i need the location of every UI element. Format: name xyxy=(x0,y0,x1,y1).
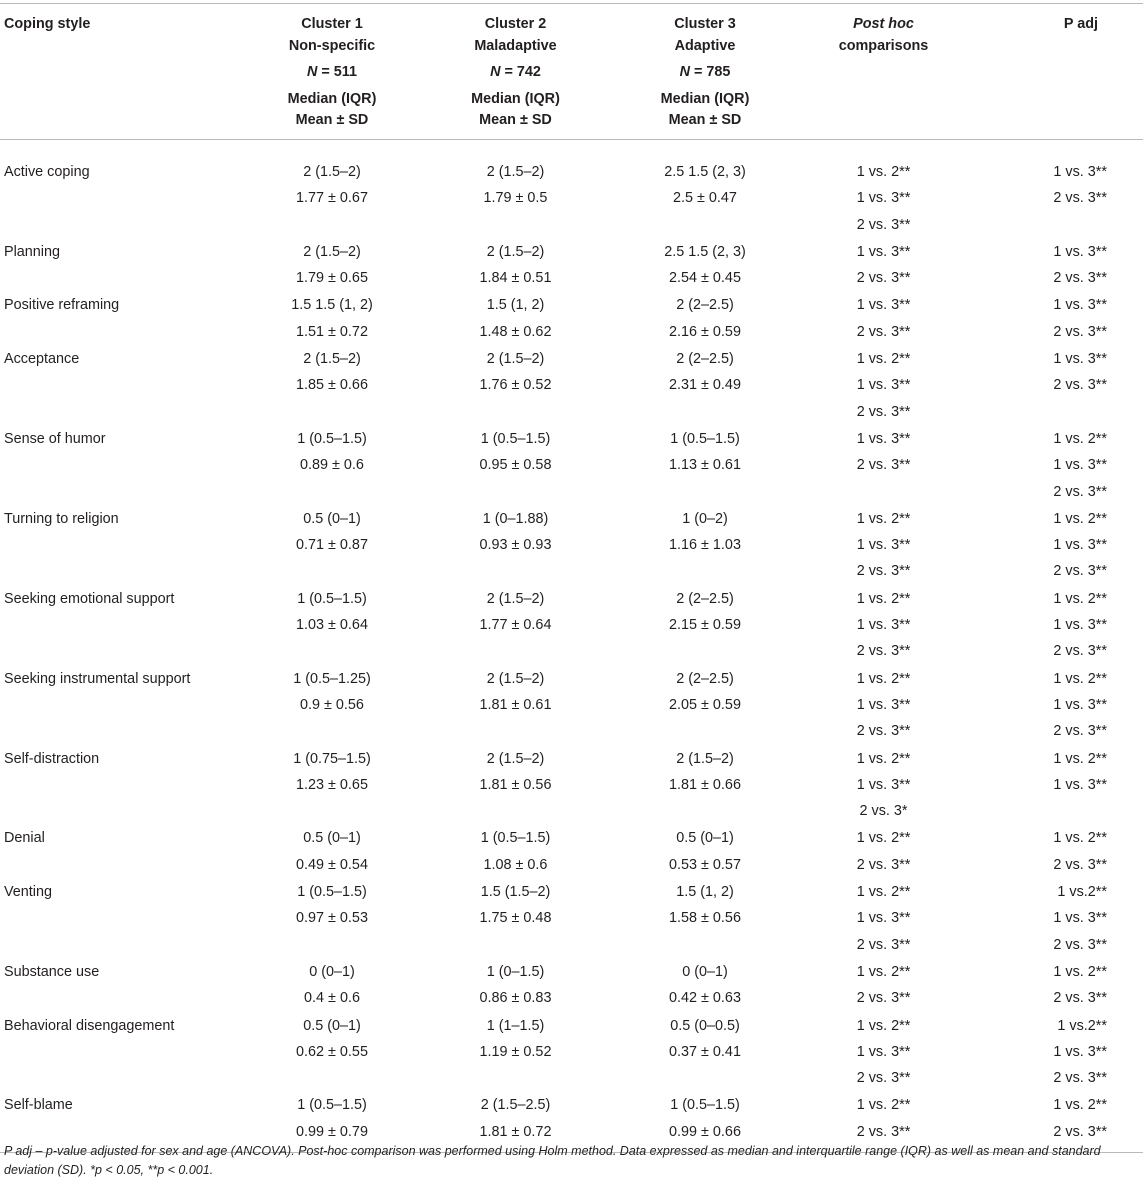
padj-cell-line: 1 vs.2** xyxy=(1057,884,1107,901)
posthoc-cell xyxy=(800,585,967,665)
padj-cell-line: 1 vs. 2** xyxy=(1053,430,1107,447)
posthoc-cell xyxy=(800,958,967,1012)
posthoc-cell-line: 2 vs. 3** xyxy=(856,990,911,1007)
posthoc-cell xyxy=(800,505,967,585)
padj-cell xyxy=(967,140,1143,238)
cluster-3-cell-line: 1.16 ± 1.03 xyxy=(669,537,741,554)
header-cluster-1 xyxy=(243,4,421,140)
cluster-1-cell-line: 0.5 (0–1) xyxy=(303,1017,361,1034)
cluster-3-cell xyxy=(610,291,800,345)
posthoc-cell-line: 1 vs. 3** xyxy=(856,243,911,260)
posthoc-cell-line: 1 vs. 3** xyxy=(856,696,911,713)
cluster-2-cell-line: 2 (1.5–2.5) xyxy=(480,1097,551,1114)
padj-cell-line: 2 vs. 3** xyxy=(1053,936,1107,953)
posthoc-cell-line: 2 vs. 3* xyxy=(859,803,908,820)
cluster-2-cell-line: 1.81 ± 0.72 xyxy=(479,1123,552,1140)
posthoc-rest: comparisons xyxy=(838,37,929,54)
cluster-3-stat2: Mean ± SD xyxy=(668,112,742,128)
cluster-3-cell-line: 0.5 (0–1) xyxy=(676,830,734,847)
cluster-3-cell-line: 1.81 ± 0.66 xyxy=(669,776,741,793)
cluster-1-cell-line: 1 (0.5–1.5) xyxy=(297,590,367,607)
cluster-1-cell xyxy=(243,745,421,825)
cluster-2-cell-line: 2 (1.5–2) xyxy=(486,243,545,260)
padj-cell xyxy=(967,824,1143,878)
coping-style-label: Acceptance xyxy=(4,351,80,368)
cluster-3-stat1: Median (IQR) xyxy=(660,90,750,107)
coping-style-label: Seeking instrumental support xyxy=(4,670,191,687)
cluster-1-cell xyxy=(243,585,421,665)
posthoc-cell xyxy=(800,878,967,958)
coping-style-name xyxy=(0,824,243,878)
cluster-1-cell-line: 1.85 ± 0.66 xyxy=(296,377,368,394)
cluster-2-cell-line: 0.93 ± 0.93 xyxy=(479,537,552,554)
cluster-3-cell xyxy=(610,824,800,878)
padj-cell xyxy=(967,345,1143,425)
table-row xyxy=(0,665,1143,745)
cluster-2-cell-line: 1.84 ± 0.51 xyxy=(479,270,552,287)
cluster-2-stat1: Median (IQR) xyxy=(471,90,560,107)
padj-cell-line: 1 vs. 2** xyxy=(1053,670,1107,687)
coping-style-label: Turning to religion xyxy=(4,510,119,527)
table-header-row xyxy=(0,4,1143,140)
cluster-2-cell-line: 2 (1.5–2) xyxy=(486,590,545,607)
table-row xyxy=(0,425,1143,505)
coping-style-name xyxy=(0,140,243,238)
posthoc-cell xyxy=(800,345,967,425)
cluster-3-cell-line: 2.15 ± 0.59 xyxy=(669,617,741,634)
cluster-3-cell-line: 0.42 ± 0.63 xyxy=(669,990,741,1007)
cluster-2-cell xyxy=(421,745,610,825)
cluster-2-cell xyxy=(421,140,610,238)
cluster-2-cell-line: 1.76 ± 0.52 xyxy=(479,377,552,394)
padj-cell-line: 1 vs. 3** xyxy=(1053,243,1107,260)
cluster-2-cell-line: 0.86 ± 0.83 xyxy=(479,990,552,1007)
coping-style-table xyxy=(0,3,1143,1153)
cluster-3-cell-line: 1 (0–2) xyxy=(682,510,728,527)
cluster-2-cell xyxy=(421,958,610,1012)
coping-style-label: Substance use xyxy=(4,963,100,980)
cluster-3-cell-line: 2.31 ± 0.49 xyxy=(669,377,741,394)
coping-style-name xyxy=(0,425,243,505)
cluster-2-cell-line: 1.48 ± 0.62 xyxy=(479,323,552,340)
table-body xyxy=(0,140,1143,1153)
coping-style-label: Positive reframing xyxy=(4,297,120,314)
coping-style-name xyxy=(0,291,243,345)
padj-cell xyxy=(967,238,1143,292)
padj-cell-line: 1 vs. 2** xyxy=(1053,963,1107,980)
cluster-2-cell xyxy=(421,345,610,425)
posthoc-cell-line: 1 vs. 2** xyxy=(856,590,911,607)
cluster-2-cell-line: 1 (0–1.5) xyxy=(486,963,545,980)
posthoc-cell xyxy=(800,745,967,825)
posthoc-cell-line: 2 vs. 3** xyxy=(856,270,911,287)
padj-cell xyxy=(967,291,1143,345)
cluster-1-cell-line: 0.4 ± 0.6 xyxy=(304,990,360,1007)
posthoc-cell-line: 1 vs. 2** xyxy=(856,1017,911,1034)
cluster-2-cell xyxy=(421,665,610,745)
cluster-1-cell xyxy=(243,140,421,238)
cluster-2-cell-line: 1.79 ± 0.5 xyxy=(483,190,548,207)
posthoc-cell-line: 2 vs. 3** xyxy=(856,1070,911,1087)
cluster-3-cell-line: 0.53 ± 0.57 xyxy=(669,856,741,873)
posthoc-cell xyxy=(800,665,967,745)
cluster-3-cell-line: 2.5 1.5 (2, 3) xyxy=(664,164,746,180)
cluster-2-cell-line: 1.08 ± 0.6 xyxy=(483,856,548,873)
cluster-3-cell-line: 2.5 1.5 (2, 3) xyxy=(664,243,746,260)
posthoc-cell-line: 1 vs. 3** xyxy=(856,910,911,927)
cluster-2-title: Cluster 2 xyxy=(484,16,547,32)
padj-cell-line: 2 vs. 3** xyxy=(1053,643,1107,660)
posthoc-cell-line: 2 vs. 3** xyxy=(856,457,911,474)
coping-style-label: Self-blame xyxy=(4,1097,73,1114)
table-row xyxy=(0,238,1143,292)
coping-style-name xyxy=(0,238,243,292)
cluster-3-title: Cluster 3 xyxy=(674,16,736,32)
padj-cell xyxy=(967,665,1143,745)
cluster-3-cell xyxy=(610,665,800,745)
cluster-2-cell xyxy=(421,585,610,665)
cluster-2-cell xyxy=(421,824,610,878)
header-padj: P adj xyxy=(1063,16,1098,32)
cluster-1-subtitle: Non-specific xyxy=(288,37,376,54)
cluster-2-cell-line: 2 (1.5–2) xyxy=(486,670,545,687)
posthoc-cell-line: 1 vs. 2** xyxy=(856,830,911,847)
table-row xyxy=(0,824,1143,878)
cluster-3-cell xyxy=(610,878,800,958)
header-cluster-3 xyxy=(610,4,800,140)
padj-cell-line: 2 vs. 3** xyxy=(1053,190,1107,207)
cluster-3-cell-line: 2 (1.5–2) xyxy=(676,750,734,767)
cluster-2-cell xyxy=(421,291,610,345)
posthoc-cell-line: 1 vs. 2** xyxy=(856,164,911,180)
padj-cell xyxy=(967,878,1143,958)
posthoc-cell xyxy=(800,291,967,345)
padj-cell-line: 1 vs. 3** xyxy=(1053,537,1107,554)
coping-style-label: Denial xyxy=(4,830,45,847)
padj-cell-line: 2 vs. 3** xyxy=(1053,1070,1107,1087)
cluster-3-cell-line: 2.05 ± 0.59 xyxy=(669,696,741,713)
cluster-1-cell-line: 0.62 ± 0.55 xyxy=(296,1043,368,1060)
coping-style-name xyxy=(0,345,243,425)
posthoc-cell-line: 1 vs. 2** xyxy=(856,1097,911,1114)
posthoc-cell-line: 1 vs. 3** xyxy=(856,617,911,634)
posthoc-cell-line: 2 vs. 3** xyxy=(856,1123,911,1140)
table-row xyxy=(0,1012,1143,1092)
cluster-3-cell xyxy=(610,585,800,665)
padj-cell-line: 1 vs. 2** xyxy=(1053,750,1107,767)
cluster-3-cell-line: 2.16 ± 0.59 xyxy=(669,323,741,340)
cluster-1-stat2: Mean ± SD xyxy=(295,112,369,128)
cluster-1-cell-line: 0.5 (0–1) xyxy=(303,510,361,527)
padj-cell-line: 1 vs. 2** xyxy=(1053,830,1107,847)
coping-style-name xyxy=(0,878,243,958)
cluster-1-cell xyxy=(243,878,421,958)
cluster-3-cell-line: 1 (0.5–1.5) xyxy=(670,430,740,447)
cluster-2-cell-line: 1.19 ± 0.52 xyxy=(479,1043,552,1060)
cluster-1-cell-line: 1.23 ± 0.65 xyxy=(296,776,368,793)
cluster-1-cell-line: 2 (1.5–2) xyxy=(303,351,361,368)
cluster-2-cell-line: 1 (1–1.5) xyxy=(486,1017,545,1034)
coping-style-label: Seeking emotional support xyxy=(4,590,175,607)
cluster-3-cell-line: 1.58 ± 0.56 xyxy=(669,910,741,927)
cluster-3-cell-line: 1.5 (1, 2) xyxy=(676,884,734,901)
cluster-1-cell-line: 1 (0.5–1.5) xyxy=(297,1097,367,1114)
cluster-2-cell-line: 1.75 ± 0.48 xyxy=(479,910,552,927)
posthoc-cell-line: 2 vs. 3** xyxy=(856,403,911,420)
cluster-1-cell-line: 1 (0.75–1.5) xyxy=(293,750,371,767)
cluster-1-cell-line: 0.71 ± 0.87 xyxy=(296,537,368,554)
padj-cell-line: 1 vs. 3** xyxy=(1053,457,1107,474)
table-row xyxy=(0,291,1143,345)
padj-cell-line: 2 vs. 3** xyxy=(1053,483,1107,500)
cluster-3-n: N = 785 xyxy=(679,64,731,80)
cluster-3-cell-line: 1.13 ± 0.61 xyxy=(669,457,741,474)
padj-cell-line: 1 vs. 3** xyxy=(1053,696,1107,713)
padj-cell-line: 1 vs. 3** xyxy=(1053,617,1107,634)
cluster-2-cell-line: 0.95 ± 0.58 xyxy=(479,457,552,474)
padj-cell-line: 1 vs. 3** xyxy=(1053,297,1107,314)
posthoc-cell-line: 1 vs. 3** xyxy=(856,537,911,554)
cluster-1-cell xyxy=(243,958,421,1012)
padj-cell-line: 1 vs. 2** xyxy=(1053,1097,1107,1114)
cluster-2-cell-line: 2 (1.5–2) xyxy=(486,750,545,767)
table-row xyxy=(0,505,1143,585)
padj-cell xyxy=(967,1012,1143,1092)
header-coping-style: Coping style xyxy=(4,16,91,32)
header-cluster-2 xyxy=(421,4,610,140)
cluster-2-cell-line: 1 (0–1.88) xyxy=(482,510,549,527)
cluster-3-cell xyxy=(610,238,800,292)
posthoc-cell-line: 1 vs. 3** xyxy=(856,430,911,447)
cluster-3-cell-line: 2 (2–2.5) xyxy=(676,590,734,607)
padj-cell-line: 1 vs. 3** xyxy=(1053,910,1107,927)
posthoc-cell xyxy=(800,1012,967,1092)
cluster-1-cell-line: 1 (0.5–1.25) xyxy=(293,670,371,687)
padj-cell-line: 2 vs. 3** xyxy=(1053,323,1107,340)
coping-style-name xyxy=(0,745,243,825)
cluster-3-cell-line: 2.5 ± 0.47 xyxy=(673,190,737,207)
cluster-1-cell xyxy=(243,238,421,292)
posthoc-cell-line: 1 vs. 2** xyxy=(856,963,911,980)
cluster-1-cell-line: 1.5 1.5 (1, 2) xyxy=(291,297,373,314)
cluster-2-cell xyxy=(421,1012,610,1092)
cluster-2-stat2: Mean ± SD xyxy=(479,112,552,128)
padj-cell-line: 1 vs.2** xyxy=(1057,1017,1107,1034)
posthoc-italic: Post hoc xyxy=(853,16,914,32)
cluster-1-cell xyxy=(243,425,421,505)
table-row xyxy=(0,140,1143,238)
padj-cell-line: 2 vs. 3** xyxy=(1053,856,1107,873)
cluster-2-cell xyxy=(421,878,610,958)
posthoc-cell xyxy=(800,824,967,878)
table-row xyxy=(0,878,1143,958)
posthoc-cell-line: 2 vs. 3** xyxy=(856,723,911,740)
padj-cell xyxy=(967,958,1143,1012)
table-row xyxy=(0,958,1143,1012)
coping-style-label: Self-distraction xyxy=(4,750,100,767)
posthoc-cell xyxy=(800,238,967,292)
cluster-1-cell-line: 1.77 ± 0.67 xyxy=(296,190,368,207)
padj-cell-line: 2 vs. 3** xyxy=(1053,1123,1107,1140)
padj-cell-line: 2 vs. 3** xyxy=(1053,377,1107,394)
cluster-3-cell-line: 0.37 ± 0.41 xyxy=(669,1043,741,1060)
cluster-2-cell-line: 1.81 ± 0.56 xyxy=(479,776,552,793)
posthoc-cell-line: 2 vs. 3** xyxy=(856,563,911,580)
padj-cell-line: 1 vs. 3** xyxy=(1053,164,1107,180)
padj-cell-line: 2 vs. 3** xyxy=(1053,563,1107,580)
cluster-1-cell xyxy=(243,345,421,425)
cluster-1-cell xyxy=(243,665,421,745)
posthoc-cell-line: 1 vs. 3** xyxy=(856,1043,911,1060)
cluster-2-cell-line: 1.81 ± 0.61 xyxy=(479,696,552,713)
header-posthoc xyxy=(800,4,967,140)
cluster-1-cell xyxy=(243,291,421,345)
coping-style-label: Sense of humor xyxy=(4,430,106,447)
cluster-1-cell-line: 2 (1.5–2) xyxy=(303,164,361,180)
cluster-3-cell xyxy=(610,958,800,1012)
table-footnote: P adj – p-value adjusted for sex and age (ANCOVA). Post-hoc comparison was performed using Holm method. Data expressed as median and interquartile range (IQR) as well as mean and standard deviation (SD). *p < 0.05, **p < 0.001. xyxy=(4,1144,1101,1177)
cluster-1-cell-line: 1.03 ± 0.64 xyxy=(296,617,368,634)
posthoc-cell xyxy=(800,140,967,238)
coping-style-label: Venting xyxy=(4,884,53,901)
cluster-1-cell-line: 1.51 ± 0.72 xyxy=(296,323,368,340)
coping-style-label: Active coping xyxy=(4,164,90,180)
cluster-3-cell xyxy=(610,1012,800,1092)
cluster-3-cell-line: 0.99 ± 0.66 xyxy=(669,1123,741,1140)
cluster-3-subtitle: Adaptive xyxy=(674,37,736,54)
coping-style-name xyxy=(0,665,243,745)
table-row xyxy=(0,345,1143,425)
cluster-1-cell-line: 0.97 ± 0.53 xyxy=(296,910,368,927)
cluster-1-cell-line: 0.9 ± 0.56 xyxy=(300,696,364,713)
coping-style-name xyxy=(0,958,243,1012)
cluster-1-cell-line: 0 (0–1) xyxy=(309,963,355,980)
cluster-1-cell xyxy=(243,824,421,878)
posthoc-cell-line: 1 vs. 2** xyxy=(856,884,911,901)
padj-cell-line: 2 vs. 3** xyxy=(1053,270,1107,287)
cluster-1-cell-line: 1.79 ± 0.65 xyxy=(296,270,368,287)
posthoc-cell xyxy=(800,425,967,505)
padj-cell-line: 1 vs. 3** xyxy=(1053,1043,1107,1060)
posthoc-cell-line: 2 vs. 3** xyxy=(856,323,911,340)
cluster-2-n: N = 742 xyxy=(490,64,541,80)
padj-cell xyxy=(967,505,1143,585)
cluster-3-cell-line: 1 (0.5–1.5) xyxy=(670,1097,740,1114)
coping-style-label: Planning xyxy=(4,243,61,260)
cluster-3-cell-line: 0.5 (0–0.5) xyxy=(670,1017,740,1034)
cluster-1-title: Cluster 1 xyxy=(301,16,363,32)
cluster-2-cell-line: 2 (1.5–2) xyxy=(486,351,545,368)
posthoc-cell-line: 1 vs. 2** xyxy=(856,510,911,527)
cluster-2-cell-line: 1.5 (1, 2) xyxy=(486,297,545,314)
cluster-1-cell-line: 0.99 ± 0.79 xyxy=(296,1123,368,1140)
cluster-1-cell xyxy=(243,1012,421,1092)
posthoc-cell-line: 2 vs. 3** xyxy=(856,643,911,660)
cluster-3-cell xyxy=(610,505,800,585)
padj-cell-line: 1 vs. 2** xyxy=(1053,510,1107,527)
cluster-1-cell-line: 1 (0.5–1.5) xyxy=(297,430,367,447)
table-row xyxy=(0,745,1143,825)
posthoc-cell-line: 2 vs. 3** xyxy=(856,216,911,233)
posthoc-cell-line: 1 vs. 3** xyxy=(856,190,911,207)
cluster-3-cell-line: 2 (2–2.5) xyxy=(676,670,734,687)
padj-cell-line: 2 vs. 3** xyxy=(1053,723,1107,740)
cluster-2-cell-line: 1 (0.5–1.5) xyxy=(480,430,551,447)
cluster-2-cell-line: 1.5 (1.5–2) xyxy=(480,884,551,901)
padj-cell-line: 1 vs. 3** xyxy=(1053,776,1107,793)
cluster-2-cell-line: 1.77 ± 0.64 xyxy=(479,617,552,634)
cluster-3-cell xyxy=(610,425,800,505)
cluster-2-cell xyxy=(421,505,610,585)
cluster-2-cell xyxy=(421,425,610,505)
cluster-1-cell-line: 0.49 ± 0.54 xyxy=(296,856,368,873)
cluster-1-cell-line: 1 (0.5–1.5) xyxy=(297,884,367,901)
padj-cell xyxy=(967,425,1143,505)
cluster-2-cell-line: 2 (1.5–2) xyxy=(486,164,545,180)
cluster-3-cell xyxy=(610,140,800,238)
posthoc-cell-line: 1 vs. 3** xyxy=(856,377,911,394)
cluster-3-cell xyxy=(610,745,800,825)
padj-cell-line: 2 vs. 3** xyxy=(1053,990,1107,1007)
posthoc-cell-line: 1 vs. 2** xyxy=(856,351,911,368)
padj-cell xyxy=(967,745,1143,825)
padj-cell-line: 1 vs. 2** xyxy=(1053,590,1107,607)
cluster-1-cell-line: 0.5 (0–1) xyxy=(303,830,361,847)
posthoc-cell-line: 2 vs. 3** xyxy=(856,856,911,873)
coping-style-name xyxy=(0,585,243,665)
posthoc-cell-line: 1 vs. 3** xyxy=(856,776,911,793)
cluster-1-cell xyxy=(243,505,421,585)
coping-style-label: Behavioral disengagement xyxy=(4,1017,175,1034)
cluster-1-cell-line: 2 (1.5–2) xyxy=(303,243,361,260)
cluster-2-subtitle: Maladaptive xyxy=(474,37,557,54)
cluster-3-cell-line: 2 (2–2.5) xyxy=(676,351,734,368)
cluster-3-cell-line: 0 (0–1) xyxy=(682,963,728,980)
cluster-1-n: N = 511 xyxy=(306,64,358,80)
coping-style-name xyxy=(0,505,243,585)
cluster-3-cell-line: 2 (2–2.5) xyxy=(676,297,734,314)
padj-cell-line: 1 vs. 3** xyxy=(1053,351,1107,368)
posthoc-cell-line: 2 vs. 3** xyxy=(856,936,911,953)
table-row xyxy=(0,585,1143,665)
cluster-1-cell-line: 0.89 ± 0.6 xyxy=(300,457,364,474)
cluster-2-cell-line: 1 (0.5–1.5) xyxy=(480,830,551,847)
posthoc-cell-line: 1 vs. 2** xyxy=(856,750,911,767)
posthoc-cell-line: 1 vs. 3** xyxy=(856,297,911,314)
cluster-3-cell xyxy=(610,345,800,425)
cluster-3-cell-line: 2.54 ± 0.45 xyxy=(669,270,741,287)
cluster-2-cell xyxy=(421,238,610,292)
padj-cell xyxy=(967,585,1143,665)
coping-style-name xyxy=(0,1012,243,1092)
cluster-1-stat1: Median (IQR) xyxy=(287,90,377,107)
posthoc-cell-line: 1 vs. 2** xyxy=(856,670,911,687)
